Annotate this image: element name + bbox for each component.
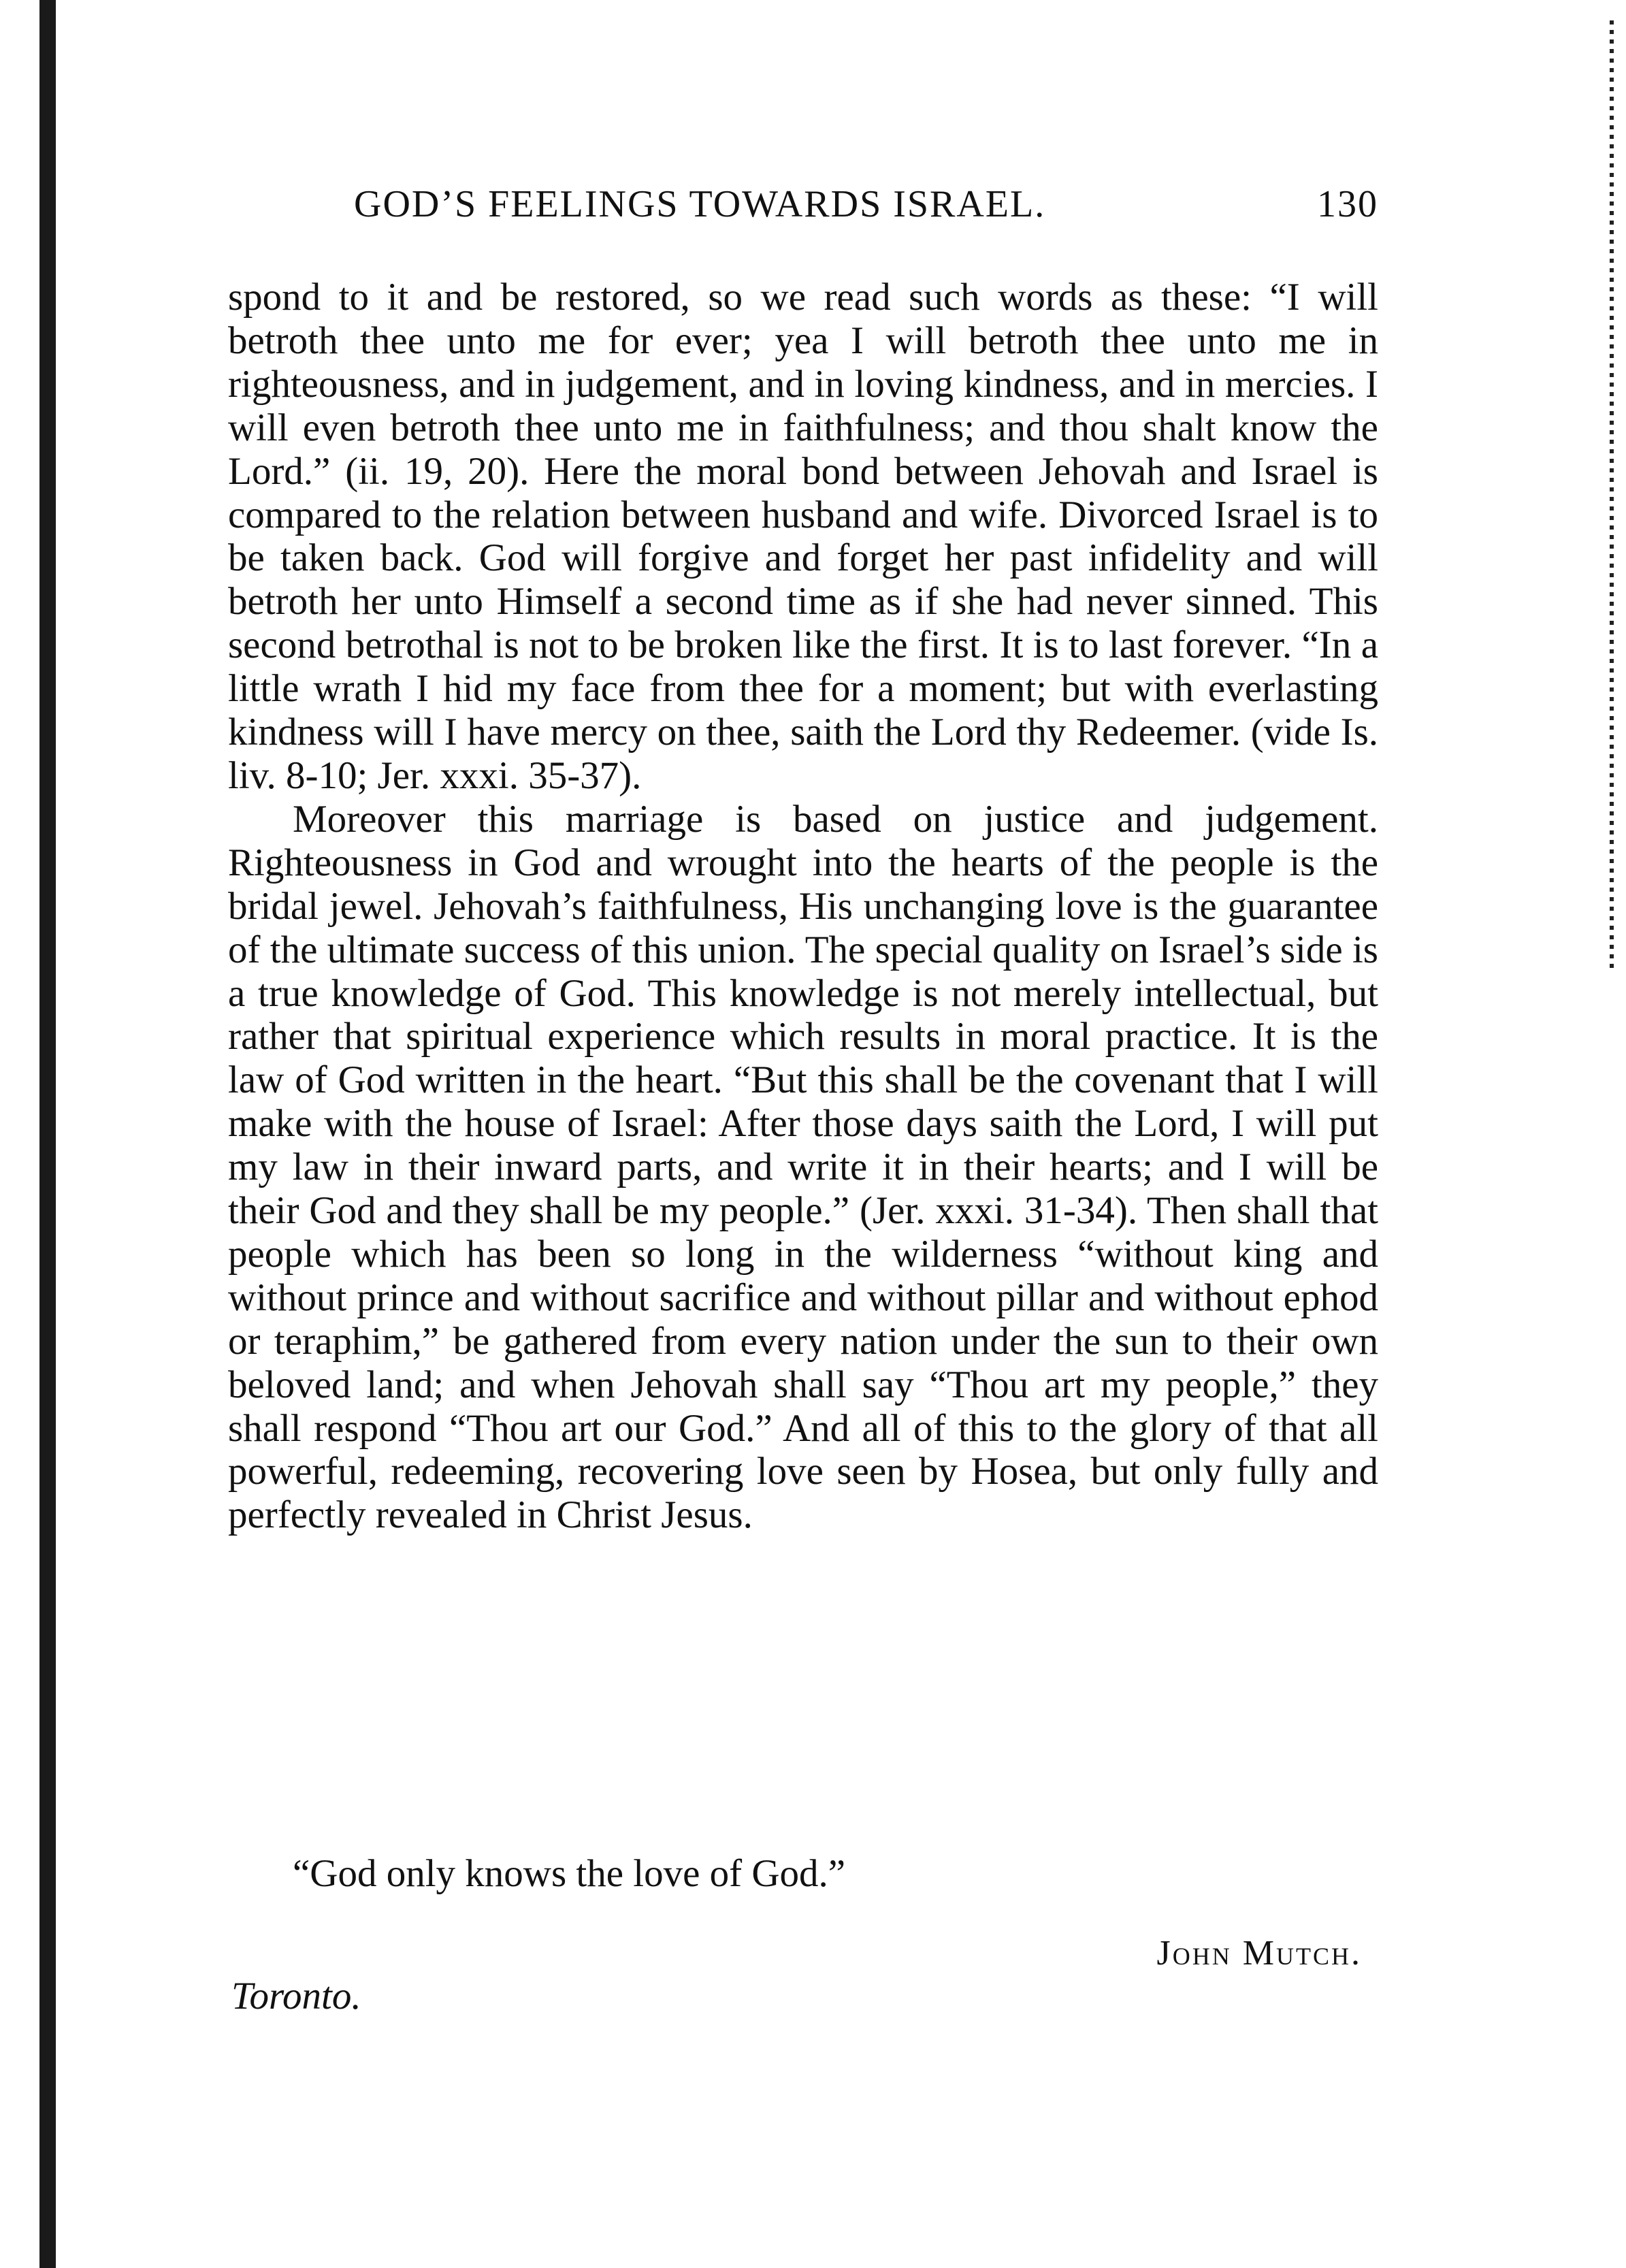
closing-quote: “God only knows the love of God.”: [293, 1852, 846, 1895]
page-number: 130: [1317, 183, 1378, 225]
scan-edge-right: [1610, 20, 1614, 973]
body-text: [228, 276, 1378, 1537]
author-signature: John Mutch.: [1156, 1934, 1362, 1973]
paragraph-2: Moreover this marriage is based on justice and judgement. Righteousness in God and wrought into the hearts of the people is the bridal jewel. Jehovah’s faithfulness, His unchanging love is the guarantee of the ultimate success of this union. The special quality on Israel’s side is a true knowledge of God. This knowledge is not merely intellectual, but rather that spiritual experience which results in moral practice. It is the law of God written in the heart. “But this shall be the covenant that I will make with the house of Israel: After those days saith the Lord, I will put my law in their inward parts, and write it in their hearts; and I will be their God and they shall be my people.” (Jer. xxxi. 31-34). Then shall that people which has been so long in the wilderness “without king and without prince and without sacrifice and without pillar and without ephod or teraphim,” be gathered from every nation under the sun to their own beloved land; and when Jehovah shall say “Thou art my people,” they shall respond “Thou art our God.” And all of this to the glory of that all powerful, redeeming, recovering love seen by Hosea, but only fully and perfectly revealed in Christ Jesus.: [228, 797, 1378, 1537]
paragraph-1: spond to it and be restored, so we read such words as these: “I will betroth thee unto me for ever; yea I will betroth thee unto me in righteousness, and in judgement, and in loving kindness, and in mercies. I will even betroth thee unto me in faithfulness; and thou shalt know the Lord.” (ii. 19, 20). Here the moral bond between Jehovah and Israel is compared to the relation between husband and wife. Divorced Israel is to be taken back. God will forgive and forget her past infidelity and will betroth her unto Himself a second time as if she had never sinned. This second betrothal is not to be broken like the first. It is to last forever. “In a little wrath I hid my face from thee for a moment; but with everlasting kindness will I have mercy on thee, saith the Lord thy Redeemer. (vide Is. liv. 8-10; Jer. xxxi. 35-37).: [228, 276, 1378, 797]
page-header: [354, 182, 1378, 237]
place-line: Toronto.: [231, 1975, 361, 2018]
scan-edge-left: [39, 0, 56, 2268]
running-head: GOD’S FEELINGS TOWARDS ISRAEL.: [354, 183, 1046, 225]
